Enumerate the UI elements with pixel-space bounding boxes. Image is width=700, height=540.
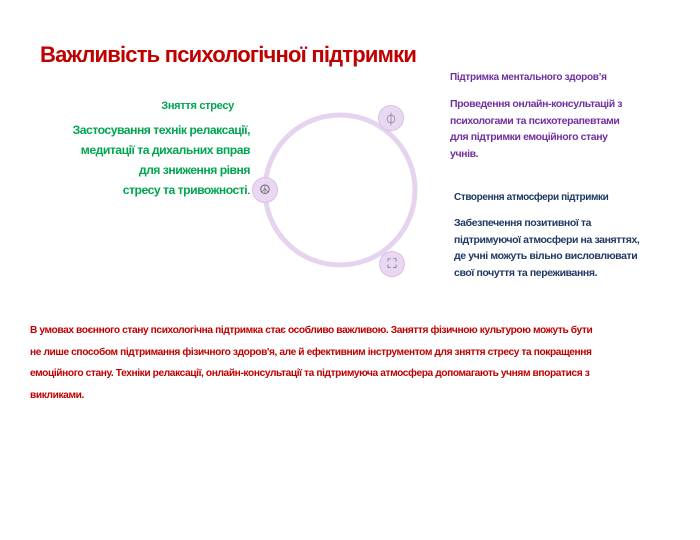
atmosphere-line: підтримуючої атмосфери на заняттях, <box>454 233 640 246</box>
mental-health-block <box>450 72 690 162</box>
stress-relief-line-text: стресу та тривожності <box>122 183 248 197</box>
mental-health-line: для підтримки емоційного стану <box>450 131 608 143</box>
mental-health-line: Проведення онлайн-консультацій з <box>450 98 623 110</box>
mental-health-heading: Підтримка ментального здоров’я <box>450 72 607 83</box>
summary-line: не лише способом підтримання фізичного здоров'я, але й ефективним інструментом для зняття стресу та покращення <box>30 346 592 358</box>
cycle-diagram <box>250 100 430 280</box>
mental-health-line: учнів. <box>450 147 479 160</box>
stress-relief-line: Застосування технік релаксації, <box>72 123 250 137</box>
cycle-ring-circle <box>265 115 415 265</box>
summary-line: В умовах воєнного стану психологічна підтримка стає особливо важливою. Заняття фізичною культурою можуть бути <box>30 325 593 336</box>
atmosphere-line: де учні можуть вільно висловлювати <box>454 250 638 262</box>
mental-health-text <box>450 96 690 162</box>
mental-health-line: психологами та психотерапевтами <box>450 114 620 127</box>
mental-health-icon: ⏀ <box>378 105 404 131</box>
atmosphere-text <box>454 215 694 281</box>
summary-paragraph <box>30 320 650 406</box>
stress-relief-line: медитації та дихальних вправ <box>80 143 250 157</box>
stress-relief-period: . <box>247 183 250 197</box>
summary-line: викликами. <box>30 389 84 401</box>
atmosphere-block <box>454 192 694 281</box>
group-icon: ⛶ <box>379 251 405 277</box>
stress-relief-line <box>30 180 250 200</box>
summary-line: емоційного стану. Техніки релаксації, онлайн-консультації та підтримуюча атмосфера допомагають учням впоратися з <box>30 368 590 379</box>
atmosphere-line: свої почуття та переживання. <box>454 266 598 279</box>
slide-title: Важливість психологічної підтримки <box>40 42 417 67</box>
atmosphere-line: Забезпечення позитивної та <box>454 217 592 229</box>
stress-relief-heading: Зняття стресу <box>161 100 234 112</box>
stress-relief-text <box>30 120 250 200</box>
atmosphere-heading: Створення атмосфери підтримки <box>454 192 609 203</box>
peace-icon: ☮ <box>252 177 278 203</box>
stress-relief-block <box>30 100 250 200</box>
stress-relief-line: для зниження рівня <box>138 163 250 177</box>
